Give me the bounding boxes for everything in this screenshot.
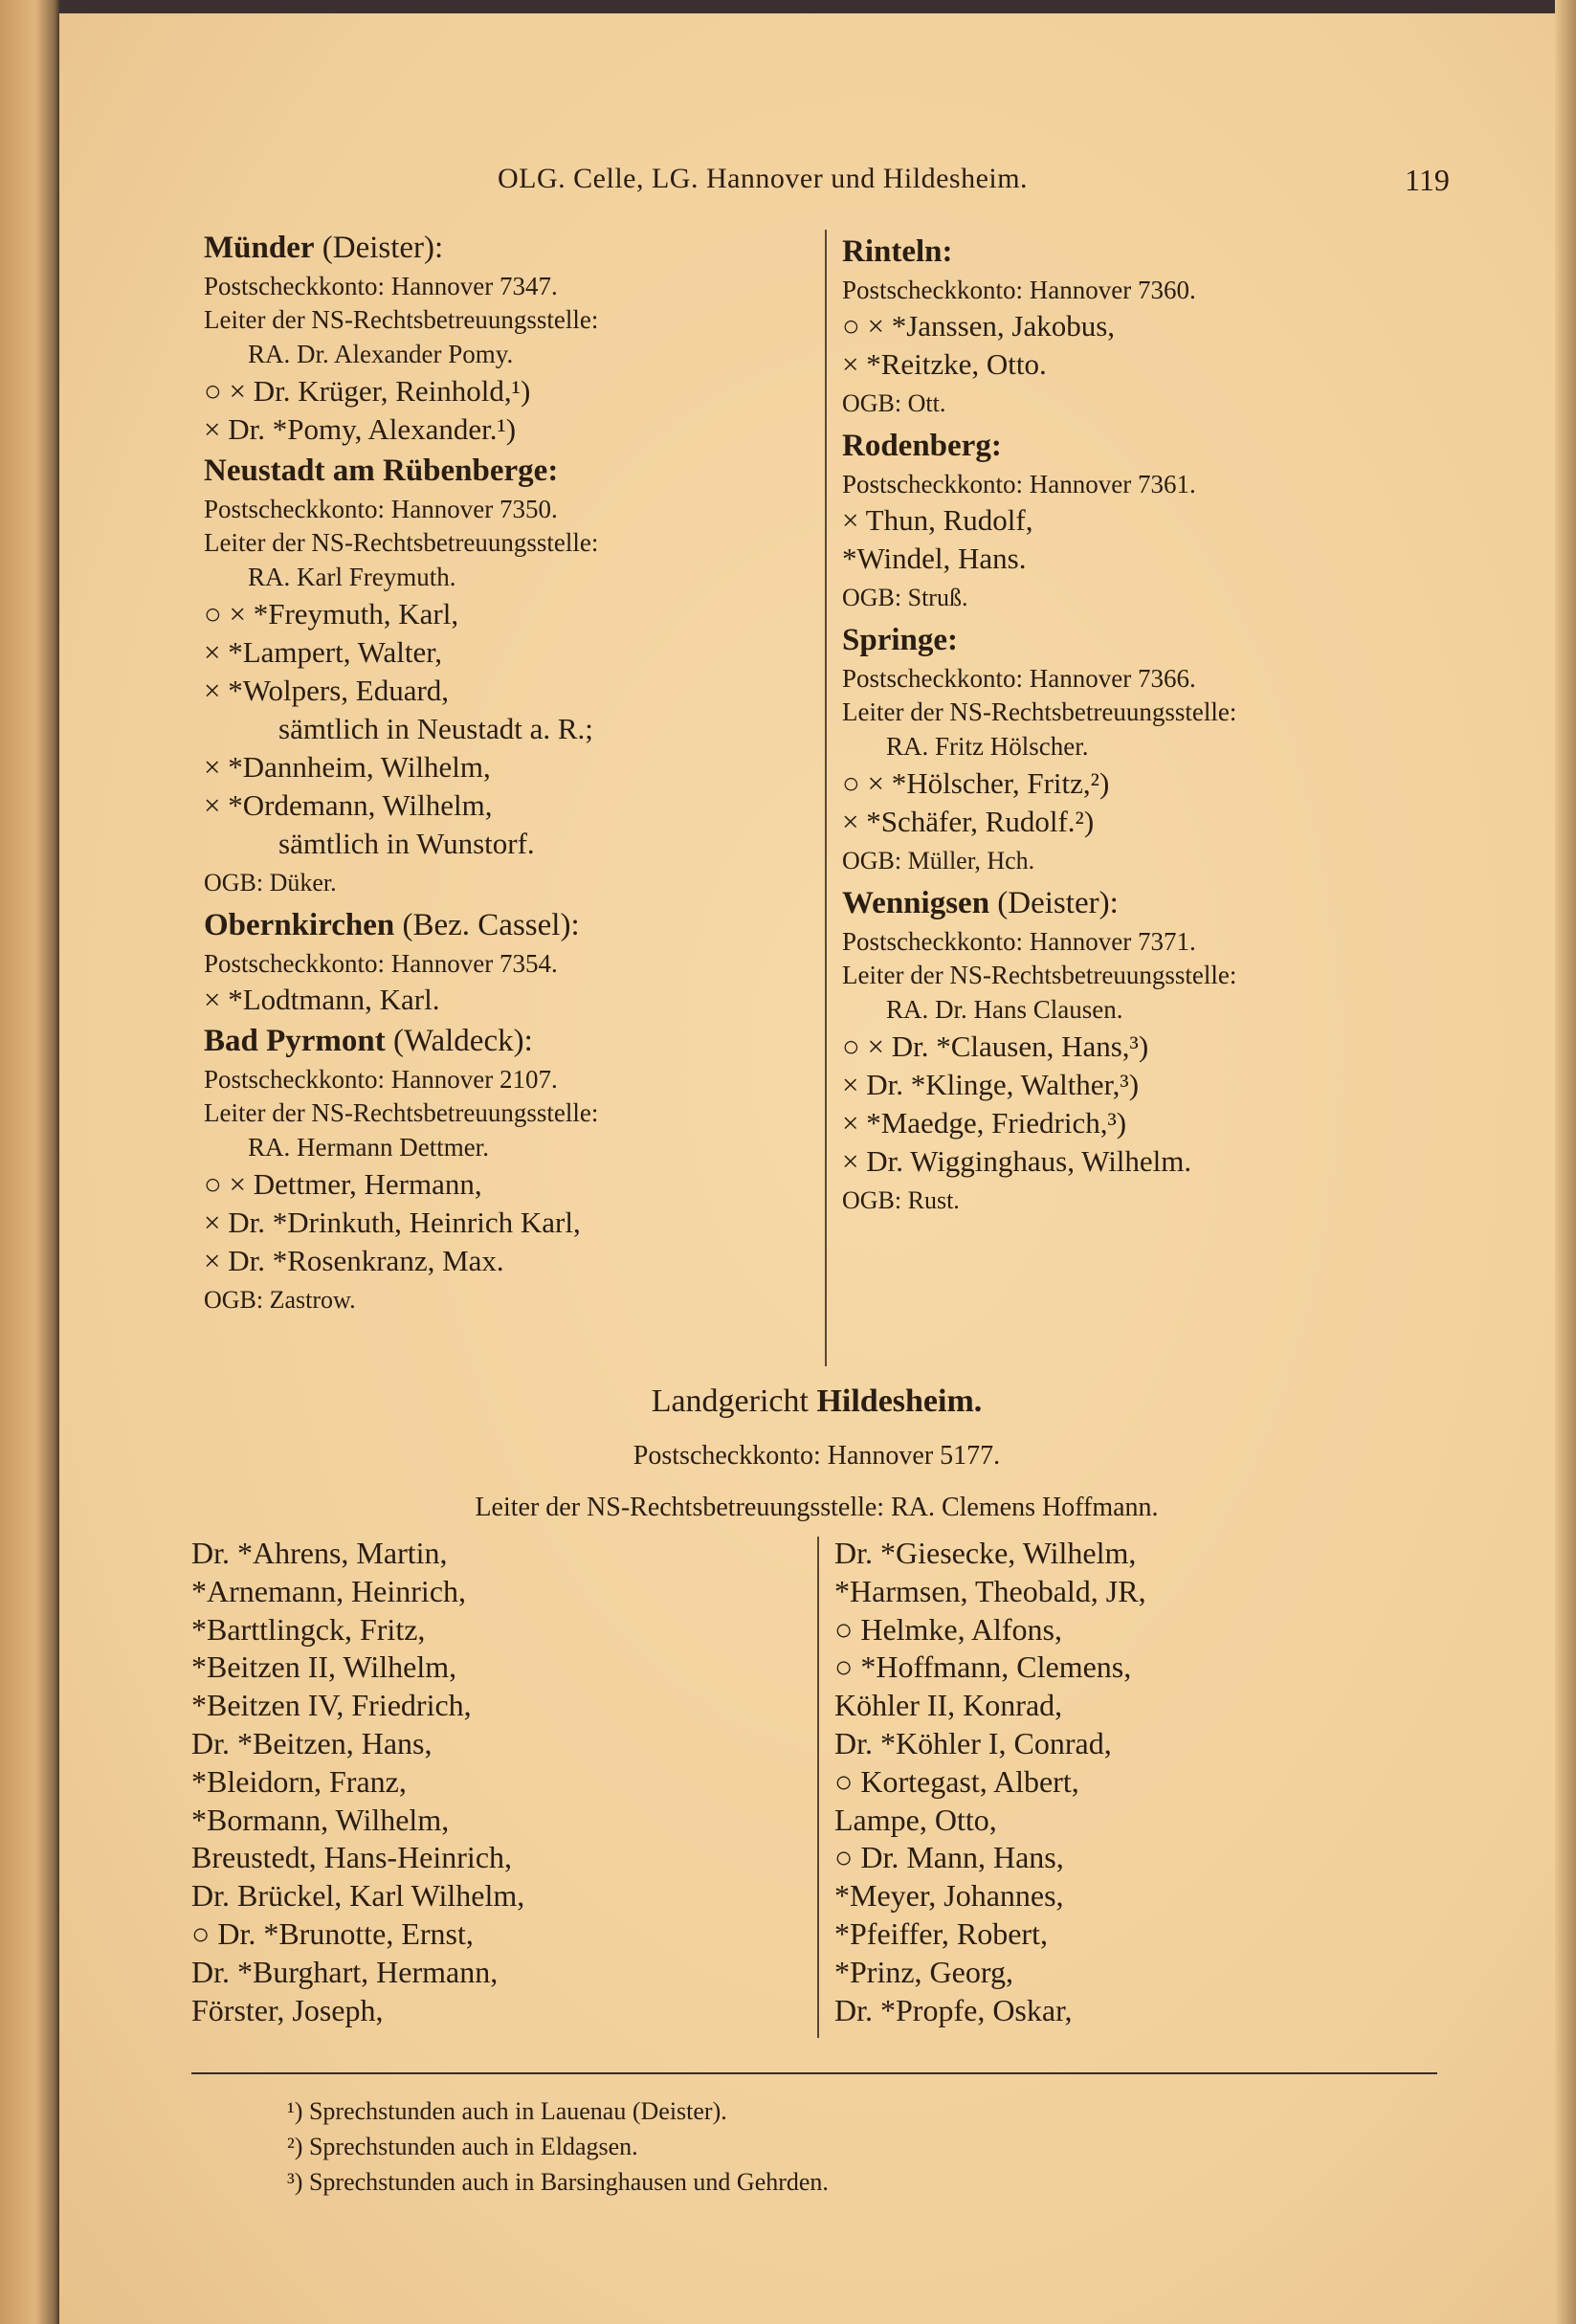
attorney-entry: × Dr. *Rosenkranz, Max. bbox=[204, 1244, 504, 1277]
attorney-entry: × *Schäfer, Rudolf.²) bbox=[842, 805, 1095, 838]
place-name: Obernkirchen bbox=[204, 908, 395, 942]
place-name: Rinteln: bbox=[842, 234, 953, 269]
attorney-entry: Dr. *Köhler I, Conrad, bbox=[834, 1725, 1112, 1760]
ogb-line: OGB: Müller, Hch. bbox=[842, 847, 1035, 874]
attorney-entry: Dr. Brückel, Karl Wilhelm, bbox=[191, 1878, 525, 1914]
attorney-entry: *Beitzen II, Wilhelm, bbox=[191, 1649, 457, 1685]
attorney-entry: ○ *Hoffmann, Clemens, bbox=[834, 1649, 1132, 1685]
place-heading bbox=[842, 424, 1454, 468]
attorney-entry: ○ Helmke, Alfons, bbox=[834, 1611, 1062, 1647]
attorney-entry: ○ Dr. Mann, Hans, bbox=[834, 1840, 1064, 1875]
info-line: Leiter der NS-Rechtsbetreuungsstelle: bbox=[204, 1098, 599, 1127]
landgericht-name: Hildesheim. bbox=[816, 1383, 983, 1419]
location-note: sämtlich in Wunstorf. bbox=[278, 827, 535, 860]
place-heading bbox=[204, 449, 816, 493]
attorney-entry: Dr. *Burghart, Hermann, bbox=[191, 1954, 499, 1989]
running-head: OLG. Celle, LG. Hannover und Hildesheim. bbox=[498, 163, 1029, 194]
attorney-entry: Dr. *Ahrens, Martin, bbox=[191, 1536, 448, 1570]
landgericht-leiter: Leiter der NS-Rechtsbetreuungsstelle: RA. Clemens Hoffmann. bbox=[475, 1493, 1159, 1522]
attorney-entry: *Barttlingck, Fritz, bbox=[191, 1611, 426, 1647]
attorney-entry: ○ × *Freymuth, Karl, bbox=[204, 597, 459, 631]
landgericht-title bbox=[0, 1383, 1576, 1420]
place-name: Springe: bbox=[842, 623, 959, 657]
info-line: Postscheckkonto: Hannover 7366. bbox=[842, 664, 1196, 693]
attorney-entry: × *Reitzke, Otto. bbox=[842, 347, 1047, 381]
footnote-rule bbox=[191, 2072, 1437, 2074]
footnotes bbox=[287, 2093, 829, 2200]
attorney-entry: ○ × *Janssen, Jakobus, bbox=[842, 309, 1116, 343]
attorney-entry: *Prinz, Georg, bbox=[834, 1954, 1013, 1989]
place-name: Rodenberg: bbox=[842, 429, 1002, 463]
place-name: Bad Pyrmont bbox=[204, 1024, 386, 1058]
landgericht-postscheck: Postscheckkonto: Hannover 5177. bbox=[633, 1441, 1001, 1471]
page-number: 119 bbox=[1405, 163, 1450, 197]
attorney-entry: × Dr. *Klinge, Walther,³) bbox=[842, 1068, 1140, 1101]
place-name: Münder bbox=[204, 231, 315, 265]
place-region: (Deister): bbox=[989, 886, 1119, 920]
place-heading bbox=[204, 903, 816, 947]
page-right-edge bbox=[1555, 0, 1576, 2324]
leiter-name: RA. Hermann Dettmer. bbox=[248, 1133, 489, 1162]
list-divider bbox=[817, 1537, 819, 2038]
ogb-line: OGB: Düker. bbox=[204, 869, 337, 896]
scan-top-edge bbox=[0, 0, 1576, 13]
attorney-entry: *Meyer, Johannes, bbox=[834, 1878, 1064, 1914]
right-column bbox=[842, 230, 1454, 1221]
attorney-entry: × *Dannheim, Wilhelm, bbox=[204, 750, 491, 784]
ogb-line: OGB: Zastrow. bbox=[204, 1286, 356, 1314]
attorney-entry: × *Lampert, Walter, bbox=[204, 635, 443, 669]
attorney-entry: ○ × Dettmer, Hermann, bbox=[204, 1167, 482, 1201]
info-line: Postscheckkonto: Hannover 7371. bbox=[842, 927, 1196, 956]
info-line: Postscheckkonto: Hannover 7347. bbox=[204, 272, 558, 300]
place-heading bbox=[842, 618, 1454, 662]
attorney-entry: Förster, Joseph, bbox=[191, 1992, 384, 2027]
attorney-entry: *Arnemann, Heinrich, bbox=[191, 1573, 467, 1608]
info-line: Postscheckkonto: Hannover 2107. bbox=[204, 1065, 558, 1094]
attorney-entry: *Beitzen IV, Friedrich, bbox=[191, 1688, 472, 1723]
place-heading bbox=[204, 226, 816, 270]
attorney-entry: *Windel, Hans. bbox=[842, 542, 1027, 575]
info-line: Leiter der NS-Rechtsbetreuungsstelle: bbox=[204, 305, 599, 334]
place-heading bbox=[842, 230, 1454, 274]
location-note: sämtlich in Neustadt a. R.; bbox=[278, 712, 593, 745]
place-region: (Waldeck): bbox=[385, 1024, 533, 1058]
place-heading bbox=[842, 881, 1454, 925]
attorney-entry: × Dr. *Pomy, Alexander.¹) bbox=[204, 412, 517, 446]
left-column bbox=[204, 226, 816, 1320]
attorney-entry: *Bleidorn, Franz, bbox=[191, 1763, 407, 1799]
attorney-entry: Köhler II, Konrad, bbox=[834, 1688, 1063, 1723]
landgericht-prefix: Landgericht bbox=[651, 1383, 817, 1419]
leiter-name: RA. Fritz Hölscher. bbox=[886, 732, 1089, 761]
place-name: Wennigsen bbox=[842, 886, 990, 920]
attorney-entry: Dr. *Giesecke, Wilhelm, bbox=[834, 1536, 1137, 1570]
info-line: Postscheckkonto: Hannover 7354. bbox=[204, 949, 558, 978]
ogb-line: OGB: Rust. bbox=[842, 1186, 960, 1214]
place-name: Neustadt am Rübenberge: bbox=[204, 454, 559, 488]
info-line: Postscheckkonto: Hannover 7350. bbox=[204, 495, 558, 523]
attorney-entry: *Bormann, Wilhelm, bbox=[191, 1802, 450, 1837]
place-heading bbox=[204, 1019, 816, 1063]
ogb-line: OGB: Ott. bbox=[842, 389, 946, 417]
leiter-name: RA. Dr. Hans Clausen. bbox=[886, 995, 1123, 1024]
attorney-entry: ○ Kortegast, Albert, bbox=[834, 1763, 1079, 1799]
attorney-entry: × *Lodtmann, Karl. bbox=[204, 983, 440, 1016]
attorney-entry: × *Ordemann, Wilhelm, bbox=[204, 788, 493, 822]
column-divider bbox=[825, 230, 827, 1366]
info-line: Leiter der NS-Rechtsbetreuungsstelle: bbox=[842, 961, 1237, 989]
attorney-list-left bbox=[191, 1535, 524, 2029]
info-line: Leiter der NS-Rechtsbetreuungsstelle: bbox=[842, 697, 1237, 726]
info-line: Postscheckkonto: Hannover 7360. bbox=[842, 276, 1196, 304]
footnote: ¹) Sprechstunden auch in Lauenau (Deister). bbox=[287, 2097, 727, 2125]
attorney-entry: ○ × Dr. *Clausen, Hans,³) bbox=[842, 1029, 1149, 1063]
place-region: (Deister): bbox=[314, 231, 444, 265]
attorney-entry: ○ × *Hölscher, Fritz,²) bbox=[842, 766, 1110, 800]
attorney-entry: *Pfeiffer, Robert, bbox=[834, 1915, 1048, 1951]
place-region: (Bez. Cassel): bbox=[394, 908, 580, 942]
info-line: Postscheckkonto: Hannover 7361. bbox=[842, 470, 1196, 498]
attorney-entry: ○ Dr. *Brunotte, Ernst, bbox=[191, 1915, 474, 1951]
attorney-entry: *Harmsen, Theobald, JR, bbox=[834, 1573, 1146, 1608]
ogb-line: OGB: Struß. bbox=[842, 584, 968, 611]
attorney-entry: × *Maedge, Friedrich,³) bbox=[842, 1106, 1127, 1140]
attorney-entry: Breustedt, Hans-Heinrich, bbox=[191, 1840, 513, 1875]
attorney-entry: × Thun, Rudolf, bbox=[842, 503, 1033, 537]
book-binding-shadow bbox=[0, 0, 59, 2324]
footnote: ³) Sprechstunden auch in Barsinghausen und Gehrden. bbox=[287, 2168, 829, 2196]
info-line: Leiter der NS-Rechtsbetreuungsstelle: bbox=[204, 528, 599, 557]
attorney-entry: Lampe, Otto, bbox=[834, 1802, 997, 1837]
attorney-entry: × Dr. *Drinkuth, Heinrich Karl, bbox=[204, 1206, 581, 1239]
footnote: ²) Sprechstunden auch in Eldagsen. bbox=[287, 2133, 638, 2160]
attorney-entry: × Dr. Wigginghaus, Wilhelm. bbox=[842, 1144, 1192, 1178]
attorney-entry: ○ × Dr. Krüger, Reinhold,¹) bbox=[204, 374, 531, 408]
attorney-entry: Dr. *Beitzen, Hans, bbox=[191, 1725, 433, 1760]
leiter-name: RA. Dr. Alexander Pomy. bbox=[248, 340, 514, 368]
attorney-entry: × *Wolpers, Eduard, bbox=[204, 674, 450, 707]
leiter-name: RA. Karl Freymuth. bbox=[248, 563, 456, 591]
attorney-list-right bbox=[834, 1535, 1146, 2029]
attorney-entry: Dr. *Propfe, Oskar, bbox=[834, 1992, 1073, 2027]
